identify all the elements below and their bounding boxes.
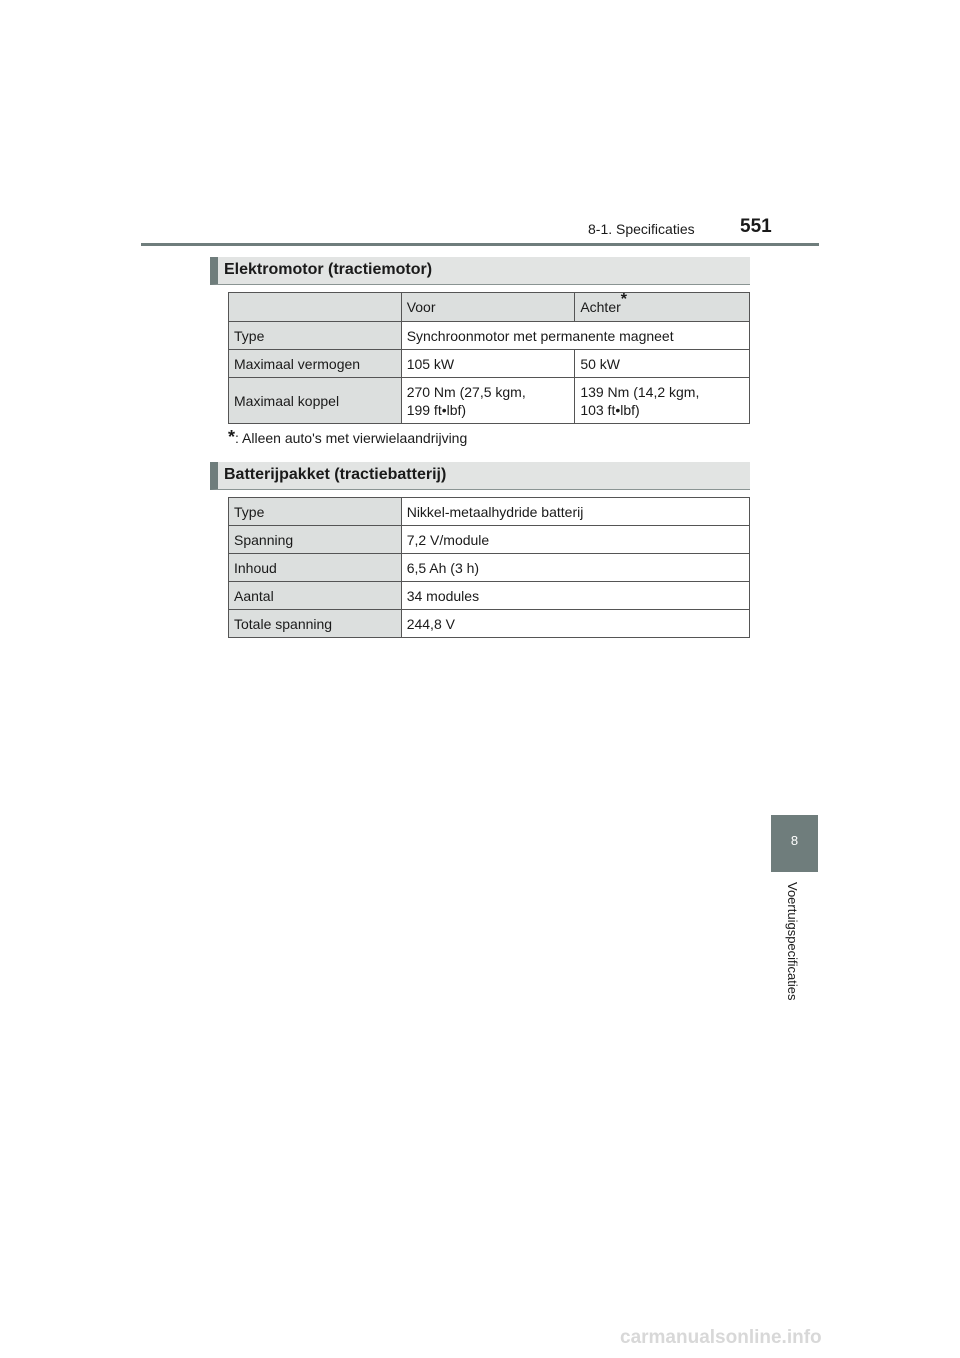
row-label-type: Type <box>229 498 402 526</box>
chapter-side-label: Voertuigspecificaties <box>785 882 800 1001</box>
row-value-spanning: 7,2 V/module <box>401 526 749 554</box>
row-label-vermogen: Maximaal vermogen <box>229 350 402 378</box>
achter-label: Achter <box>580 299 621 315</box>
row-label-totale-spanning: Totale spanning <box>229 610 402 638</box>
row-value-koppel-voor <box>401 378 575 424</box>
row-value-vermogen-voor: 105 kW <box>401 350 575 378</box>
chapter-number: 8 <box>790 833 799 848</box>
motor-section-title: Elektromotor (tractiemotor) <box>224 261 433 278</box>
battery-spec-table <box>228 497 750 638</box>
row-value-type: Synchroonmotor met permanente magneet <box>401 322 749 350</box>
table-row <box>229 293 750 322</box>
row-label-type: Type <box>229 322 402 350</box>
header-cell-empty <box>229 293 402 322</box>
header-section-title: 8-1. Specificaties <box>588 221 695 237</box>
watermark: carmanualsonline.info <box>620 1327 822 1348</box>
table-row <box>229 378 750 424</box>
row-value-inhoud: 6,5 Ah (3 h) <box>401 554 749 582</box>
row-label-aantal: Aantal <box>229 582 402 610</box>
motor-section-heading <box>210 257 750 285</box>
row-value-type: Nikkel-metaalhydride batterij <box>401 498 749 526</box>
battery-section-title: Batterijpakket (tractiebatterij) <box>224 466 447 483</box>
koppel-voor-line2: 199 ft•lbf) <box>406 401 467 418</box>
koppel-achter-line2: 103 ft•lbf) <box>580 401 640 418</box>
koppel-voor-line1: 270 Nm (27,5 kgm, <box>406 383 526 400</box>
achter-footnote-marker: * <box>620 291 628 309</box>
header-cell-voor: Voor <box>401 293 575 322</box>
row-value-totale-spanning: 244,8 V <box>401 610 749 638</box>
table-row <box>229 610 750 638</box>
table-row <box>229 554 750 582</box>
koppel-achter-line1: 139 Nm (14,2 kgm, <box>580 383 700 400</box>
row-label-koppel: Maximaal koppel <box>229 378 402 424</box>
row-value-koppel-achter <box>575 378 750 424</box>
row-value-vermogen-achter: 50 kW <box>575 350 750 378</box>
table-row <box>229 498 750 526</box>
table-row <box>229 322 750 350</box>
table-row <box>229 350 750 378</box>
chapter-tab <box>771 815 818 872</box>
footnote <box>228 427 468 451</box>
footnote-text: : Alleen auto's met vierwielaandrijving <box>235 430 468 446</box>
row-label-inhoud: Inhoud <box>229 554 402 582</box>
header-cell-achter <box>575 293 750 322</box>
motor-spec-table <box>228 292 750 424</box>
table-row <box>229 582 750 610</box>
footnote-marker: * <box>228 427 236 447</box>
row-value-aantal: 34 modules <box>401 582 749 610</box>
table-row <box>229 526 750 554</box>
page-number: 551 <box>740 216 772 237</box>
row-label-spanning: Spanning <box>229 526 402 554</box>
battery-section-heading <box>210 462 750 490</box>
header-rule <box>141 243 819 246</box>
